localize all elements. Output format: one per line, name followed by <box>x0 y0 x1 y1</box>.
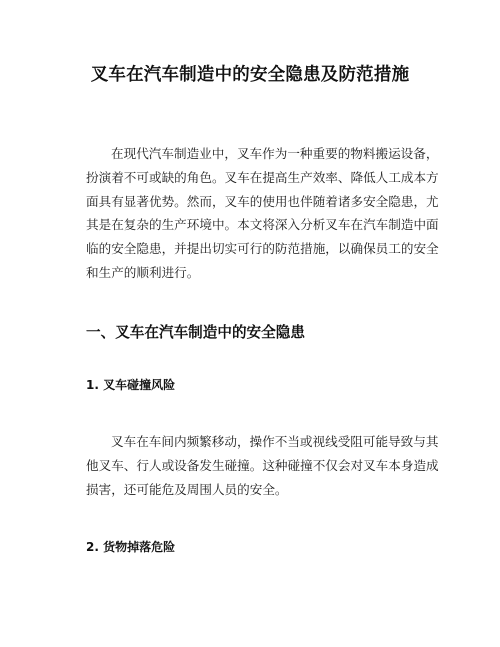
section-heading: 一、叉车在汽车制造中的安全隐患 <box>86 324 305 341</box>
collision-paragraph: 叉车在车间内频繁移动，操作不当或视线受阻可能导致与其他叉车、行人或设备发生碰撞。这种碰撞不仅会对叉车本身造成损害，还可能危及周围人员的安全。 <box>86 434 439 497</box>
intro-paragraph: 在现代汽车制造业中，叉车作为一种重要的物料搬运设备，扮演着不可或缺的角色。叉车在提高生产效率、降低人工成本方面具有显著优势。然而，叉车的使用也伴随着诸多安全隐患，尤其是在复杂的生产环境中。本文将深入分析叉车在汽车制造中面临的安全隐患，并提出切实可行的防范措施，以确保员工的安全和生产的顺利进行。 <box>86 146 439 280</box>
subsection-heading-collision: 1. 叉车碰撞风险 <box>86 378 176 392</box>
subsection-heading-falling-cargo: 2. 货物掉落危险 <box>86 540 176 554</box>
document-title: 叉车在汽车制造中的安全隐患及防范措施 <box>90 65 410 85</box>
